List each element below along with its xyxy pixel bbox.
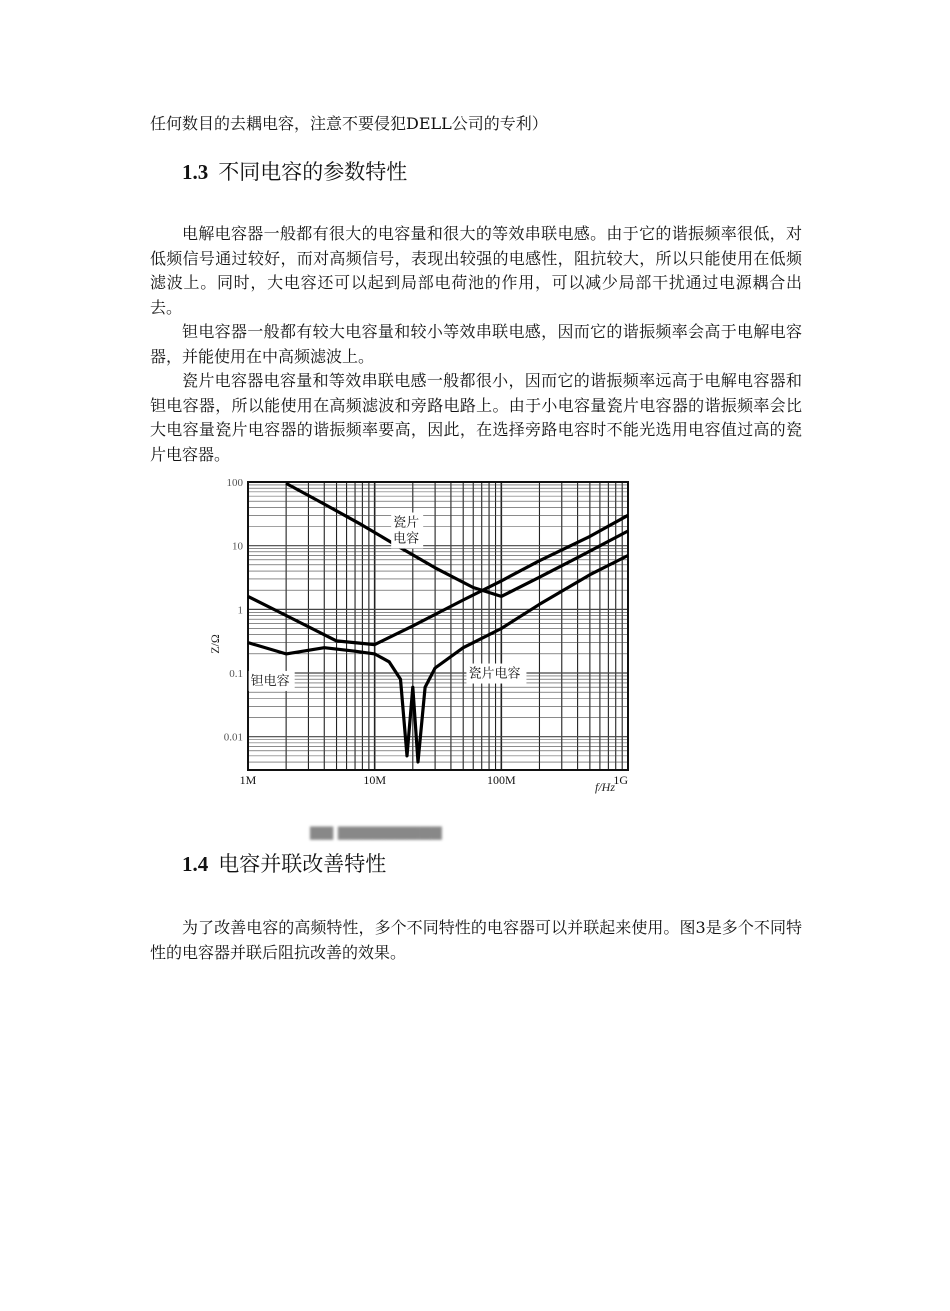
x-tick-label: 1M — [239, 773, 257, 787]
paragraph-electrolytic: 电解电容器一般都有很大的电容量和很大的等效串联电感。由于它的谐振频率很低，对低频信号通过较好，而对高频信号，表现出较强的电感性，阻抗较大，所以只能使用在低频滤波上。同时，大电容还可以起到局部电荷池的作用，可以减少局部干扰通过电源耦合出去。 — [150, 224, 802, 317]
section-title: 不同电容的参数特性 — [218, 160, 408, 184]
y-tick-label: 10 — [232, 540, 243, 553]
annotation-text: 电容 — [393, 531, 420, 547]
y-tick-label: 0.01 — [223, 731, 243, 744]
annotation-3 — [466, 664, 526, 684]
x-tick-label: 10M — [363, 773, 387, 787]
x-axis-label: f/Hz — [594, 780, 616, 794]
section-number: 1.4 — [182, 852, 209, 876]
section-1-3-body — [150, 222, 802, 467]
annotation-text: 瓷片 — [393, 515, 420, 531]
section-title: 电容并联改善特性 — [218, 852, 387, 876]
annotation-1 — [391, 513, 423, 549]
paragraph-ceramic: 瓷片电容器电容量和等效串联电感一般都很小，因而它的谐振频率远高于电解电容器和钽电容器，所以能使用在高频滤波和旁路电路上。由于小电容量瓷片电容器的谐振频率会比大电容量瓷片电容器的谐振频率要高，因此，在选择旁路电容时不能光选用电容值过高的瓷片电容器。 — [150, 371, 802, 464]
continued-text-line: 任何数目的去耦电容，注意不要侵犯DELL公司的专利） — [150, 114, 548, 133]
y-tick-label: 1 — [237, 604, 243, 617]
section-heading-1-3 — [182, 158, 407, 186]
paragraph-parallel: 为了改善电容的高频特性，多个不同特性的电容器可以并联起来使用。图3是多个不同特性的电容器并联后阻抗改善的效果。 — [150, 918, 802, 962]
y-tick-label: 0.1 — [229, 668, 243, 681]
paragraph-tantalum: 钽电容器一般都有较大电容量和较小等效串联电感，因而它的谐振频率会高于电解电容器，并能使用在中高频滤波上。 — [150, 322, 802, 366]
y-axis-label: Z/Ω — [208, 634, 222, 654]
annotation-text: 钽电容 — [250, 673, 290, 689]
section-number: 1.3 — [182, 160, 209, 184]
section-heading-1-4 — [182, 850, 386, 878]
y-tick-label: 100 — [226, 477, 243, 489]
annotation-text: 瓷片电容 — [468, 666, 521, 682]
x-tick-label: 1G — [613, 773, 628, 787]
annotation-2 — [249, 671, 295, 691]
section-1-4-body — [150, 916, 802, 965]
impedance-frequency-chart — [205, 474, 635, 794]
figure-caption-blurred: ▆▆ ▆▆▆▆▆▆▆▆▆ — [310, 822, 442, 840]
x-tick-label: 100M — [486, 773, 516, 787]
